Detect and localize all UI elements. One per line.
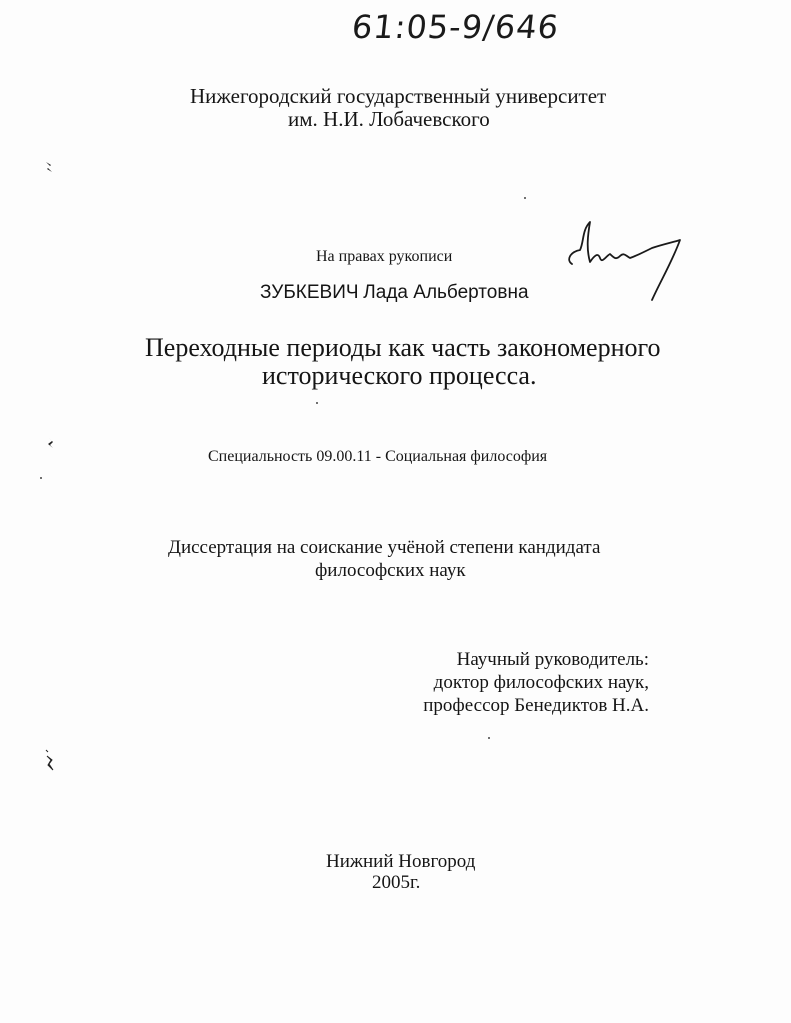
binding-mark-icon [46, 436, 56, 450]
manuscript-rights-label: На правах рукописи [316, 248, 453, 265]
city-label: Нижний Новгород [326, 851, 476, 872]
dissertation-title: Переходные периоды как часть закономерного [145, 333, 661, 362]
university-name-line2: им. Н.И. Лобачевского [288, 107, 490, 131]
paper-speck [316, 402, 318, 404]
binding-mark-icon [44, 748, 56, 772]
paper-speck [40, 477, 42, 479]
dissertation-degree: Диссертация на соискание учёной степени кандидата [168, 537, 601, 558]
author-surname: ЗУБКЕВИЧ [260, 282, 359, 303]
advisor-degree: доктор философских наук, [433, 672, 649, 693]
university-name: Нижегородский государственный университет [190, 84, 607, 108]
advisor-name: профессор Бенедиктов Н.А. [423, 695, 649, 716]
binding-mark-icon [44, 160, 54, 174]
author-name [260, 283, 529, 302]
dissertation-title-line2: исторического процесса. [262, 361, 537, 390]
author-given-names: Лада Альбертовна [363, 282, 529, 303]
archive-code-handwritten: 61:05-9/646 [350, 8, 561, 46]
paper-speck [488, 737, 490, 739]
advisor-heading: Научный руководитель: [456, 649, 649, 670]
paper-speck [524, 197, 526, 199]
specialty-label: Специальность 09.00.11 - Социальная философия [208, 448, 548, 465]
year-label: 2005г. [372, 872, 421, 893]
dissertation-degree-line2: философских наук [315, 560, 466, 581]
signature-icon [560, 212, 690, 312]
